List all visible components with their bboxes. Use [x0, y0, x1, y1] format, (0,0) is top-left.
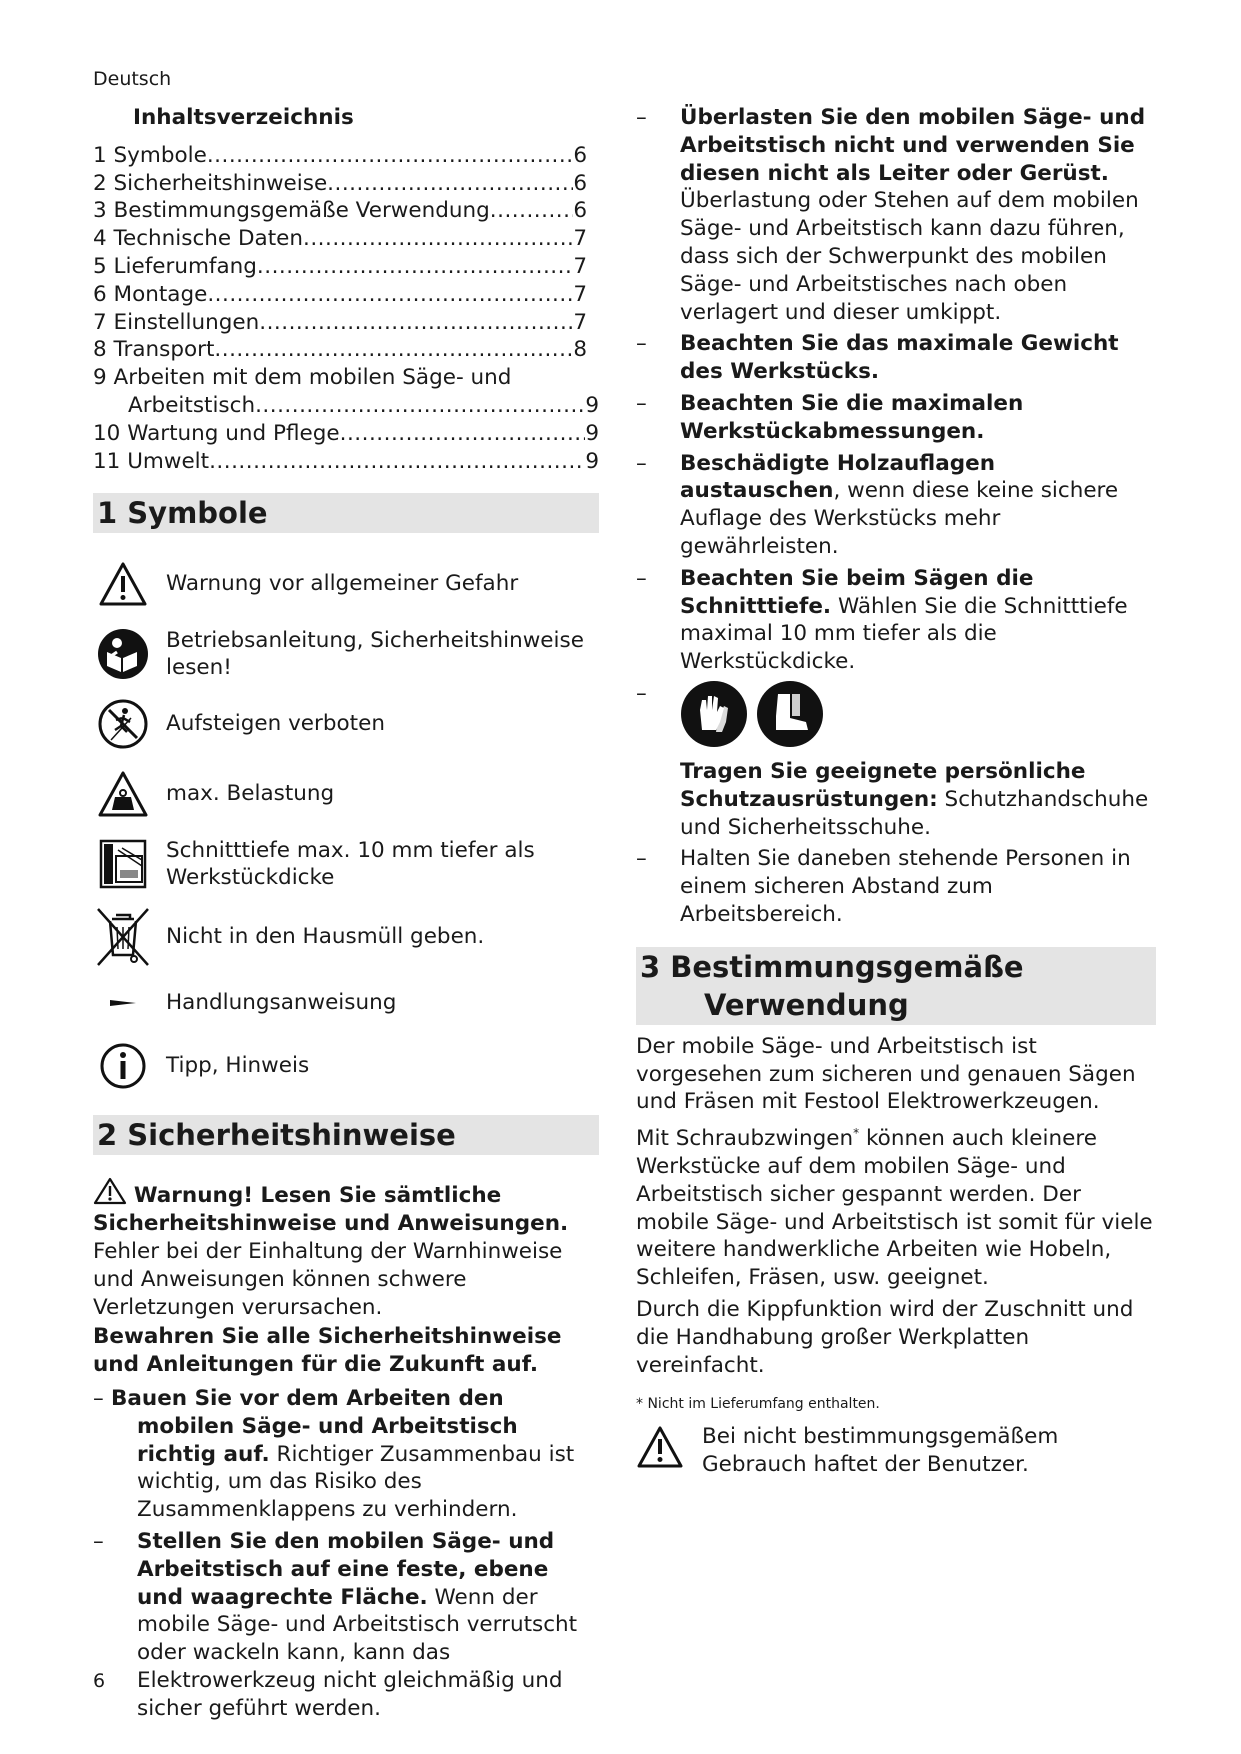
- toc-entry: 6 Montage ..... 7: [93, 281, 599, 309]
- toc-entry: 10 Wartung und Pflege ..... 9: [93, 420, 599, 448]
- safety-shoes-icon: [756, 680, 824, 748]
- page-number: 6: [93, 1670, 106, 1692]
- liability-note: Bei nicht bestimmungsgemäßem Gebrauch haftet der Benutzer.: [636, 1423, 1156, 1479]
- symbol-row: Schnitttiefe max. 10 mm tiefer als Werkstückdicke: [93, 835, 599, 893]
- warning-triangle-icon: [93, 1177, 127, 1205]
- symbol-row: max. Belastung: [93, 765, 599, 823]
- toc-entry: 4 Technische Daten ..... 7: [93, 225, 599, 253]
- cutting-depth-icon: [93, 835, 153, 893]
- section-heading-symbols: 1 Symbole: [93, 493, 599, 533]
- warning-triangle-icon: [636, 1425, 684, 1469]
- intended-use-paragraph: Der mobile Säge- und Arbeitstisch ist vorgesehen zum sicheren und genauen Sägen und Fräsen mit Festool Elektrowerkzeugen.: [636, 1033, 1136, 1115]
- intended-use-paragraph: Durch die Kippfunktion wird der Zuschnitt und die Handhabung großer Werkplatten vereinfacht.: [636, 1297, 1134, 1378]
- toc-title: Inhaltsverzeichnis: [133, 105, 354, 130]
- safety-item: – Beschädigte Holzauflagen austauschen, wenn diese keine sichere Auflage des Werkstücks mehr gewährleisten.: [636, 450, 1156, 561]
- toc-entry: 2 Sicherheitshinweise ..... 6: [93, 170, 599, 198]
- safety-item: – Beachten Sie die maximalen Werkstückabmessungen.: [636, 390, 1156, 446]
- toc-entry: 7 Einstellungen ..... 7: [93, 309, 599, 337]
- symbol-row: Betriebsanleitung, Sicherheitshinweise lesen!: [93, 625, 599, 683]
- max-load-icon: [93, 765, 153, 823]
- symbol-row: Tipp, Hinweis: [93, 1037, 599, 1095]
- left-column: [93, 104, 599, 1723]
- toc-entry: 9 Arbeiten mit dem mobilen Säge- und: [93, 365, 512, 391]
- keep-instructions-paragraph: Bewahren Sie alle Sicherheitshinweise und Anleitungen für die Zukunft auf.: [93, 1324, 562, 1378]
- toc-entry-continued: Arbeitstisch ..... 9: [93, 392, 599, 420]
- toc-entry: 8 Transport ..... 8: [93, 336, 599, 364]
- read-manual-icon: [93, 625, 153, 683]
- toc-entry: 1 Symbole ..... 6: [93, 142, 599, 170]
- section-heading-intended-use: 3 Bestimmungsgemäße Verwendung: [636, 947, 1156, 1025]
- symbol-row: Nicht in den Hausmüll geben.: [93, 905, 599, 969]
- toc-entry: 11 Umwelt ..... 9: [93, 448, 599, 476]
- symbol-row: Handlungsanweisung: [93, 981, 599, 1025]
- warning-triangle-icon: [93, 555, 153, 613]
- footnote: * Nicht im Lieferumfang enthalten.: [636, 1396, 880, 1413]
- info-icon: [93, 1037, 153, 1095]
- toc-entry: 3 Bestimmungsgemäße Verwendung ..... 6: [93, 197, 599, 225]
- symbol-row: Aufsteigen verboten: [93, 695, 599, 753]
- symbol-row: Warnung vor allgemeiner Gefahr: [93, 555, 599, 613]
- toc-entry: 5 Lieferumfang ..... 7: [93, 253, 599, 281]
- safety-item: – Stellen Sie den mobilen Säge- und Arbeitstisch auf eine feste, ebene und waagrechte Fläche. Wenn der mobile Säge- und Arbeitstisch verrutscht oder wackeln kann, kann das Elektrowerkzeug nicht gleichmäßig und sicher geführt werden.: [93, 1528, 599, 1723]
- crossed-bin-icon: [93, 905, 153, 969]
- no-climbing-icon: [93, 695, 153, 753]
- section-heading-safety: 2 Sicherheitshinweise: [93, 1115, 599, 1155]
- safety-item: – Bauen Sie vor dem Arbeiten den mobilen Säge- und Arbeitstisch richtig auf. Richtiger Zusammenbau ist wichtig, um das Risiko des Zusammenklappens zu verhindern.: [93, 1385, 599, 1524]
- safety-item-ppe: – Tragen Sie geeignete persönliche Schutzausrüstungen: Schutzhandschuhe und Sicherheitsschuhe.: [636, 680, 1156, 841]
- intended-use-paragraph: Mit Schraubzwingen* können auch kleinere Werkstücke auf dem mobilen Säge- und Arbeitstisch sicher gespannt werden. Der mobile Säge- und Arbeitstisch ist somit für viele weitere handwerkliche Arbeiten wie Hobeln, Schleifen, Fräsen, usw. geeignet.: [636, 1126, 1153, 1291]
- general-warning-paragraph: Warnung! Lesen Sie sämtliche Sicherheitshinweise und Anweisungen. Fehler bei der Einhaltung der Warnhinweise und Anweisungen können schwere Verletzungen verursachen.: [93, 1177, 599, 1321]
- protective-gloves-icon: [680, 680, 748, 748]
- arrow-instruction-icon: [93, 981, 153, 1025]
- table-of-contents: [93, 142, 599, 476]
- right-column: [636, 104, 1156, 1479]
- symbol-list: [93, 555, 599, 1095]
- safety-item: – Überlasten Sie den mobilen Säge- und Arbeitstisch nicht und verwenden Sie diesen nicht als Leiter oder Gerüst. Überlastung oder Stehen auf dem mobilen Säge- und Arbeitstisch kann dazu führen, dass sich der Schwerpunkt des mobilen Säge- und Arbeitstisches nach oben verlagert und dieser umkippt.: [636, 104, 1156, 326]
- safety-item: – Beachten Sie das maximale Gewicht des Werkstücks.: [636, 330, 1156, 386]
- safety-item: – Halten Sie daneben stehende Personen in einem sicheren Abstand zum Arbeitsbereich.: [636, 845, 1156, 928]
- language-label: Deutsch: [93, 68, 172, 90]
- safety-item: – Beachten Sie beim Sägen die Schnitttiefe. Wählen Sie die Schnitttiefe maximal 10 mm tiefer als die Werkstückdicke.: [636, 565, 1156, 676]
